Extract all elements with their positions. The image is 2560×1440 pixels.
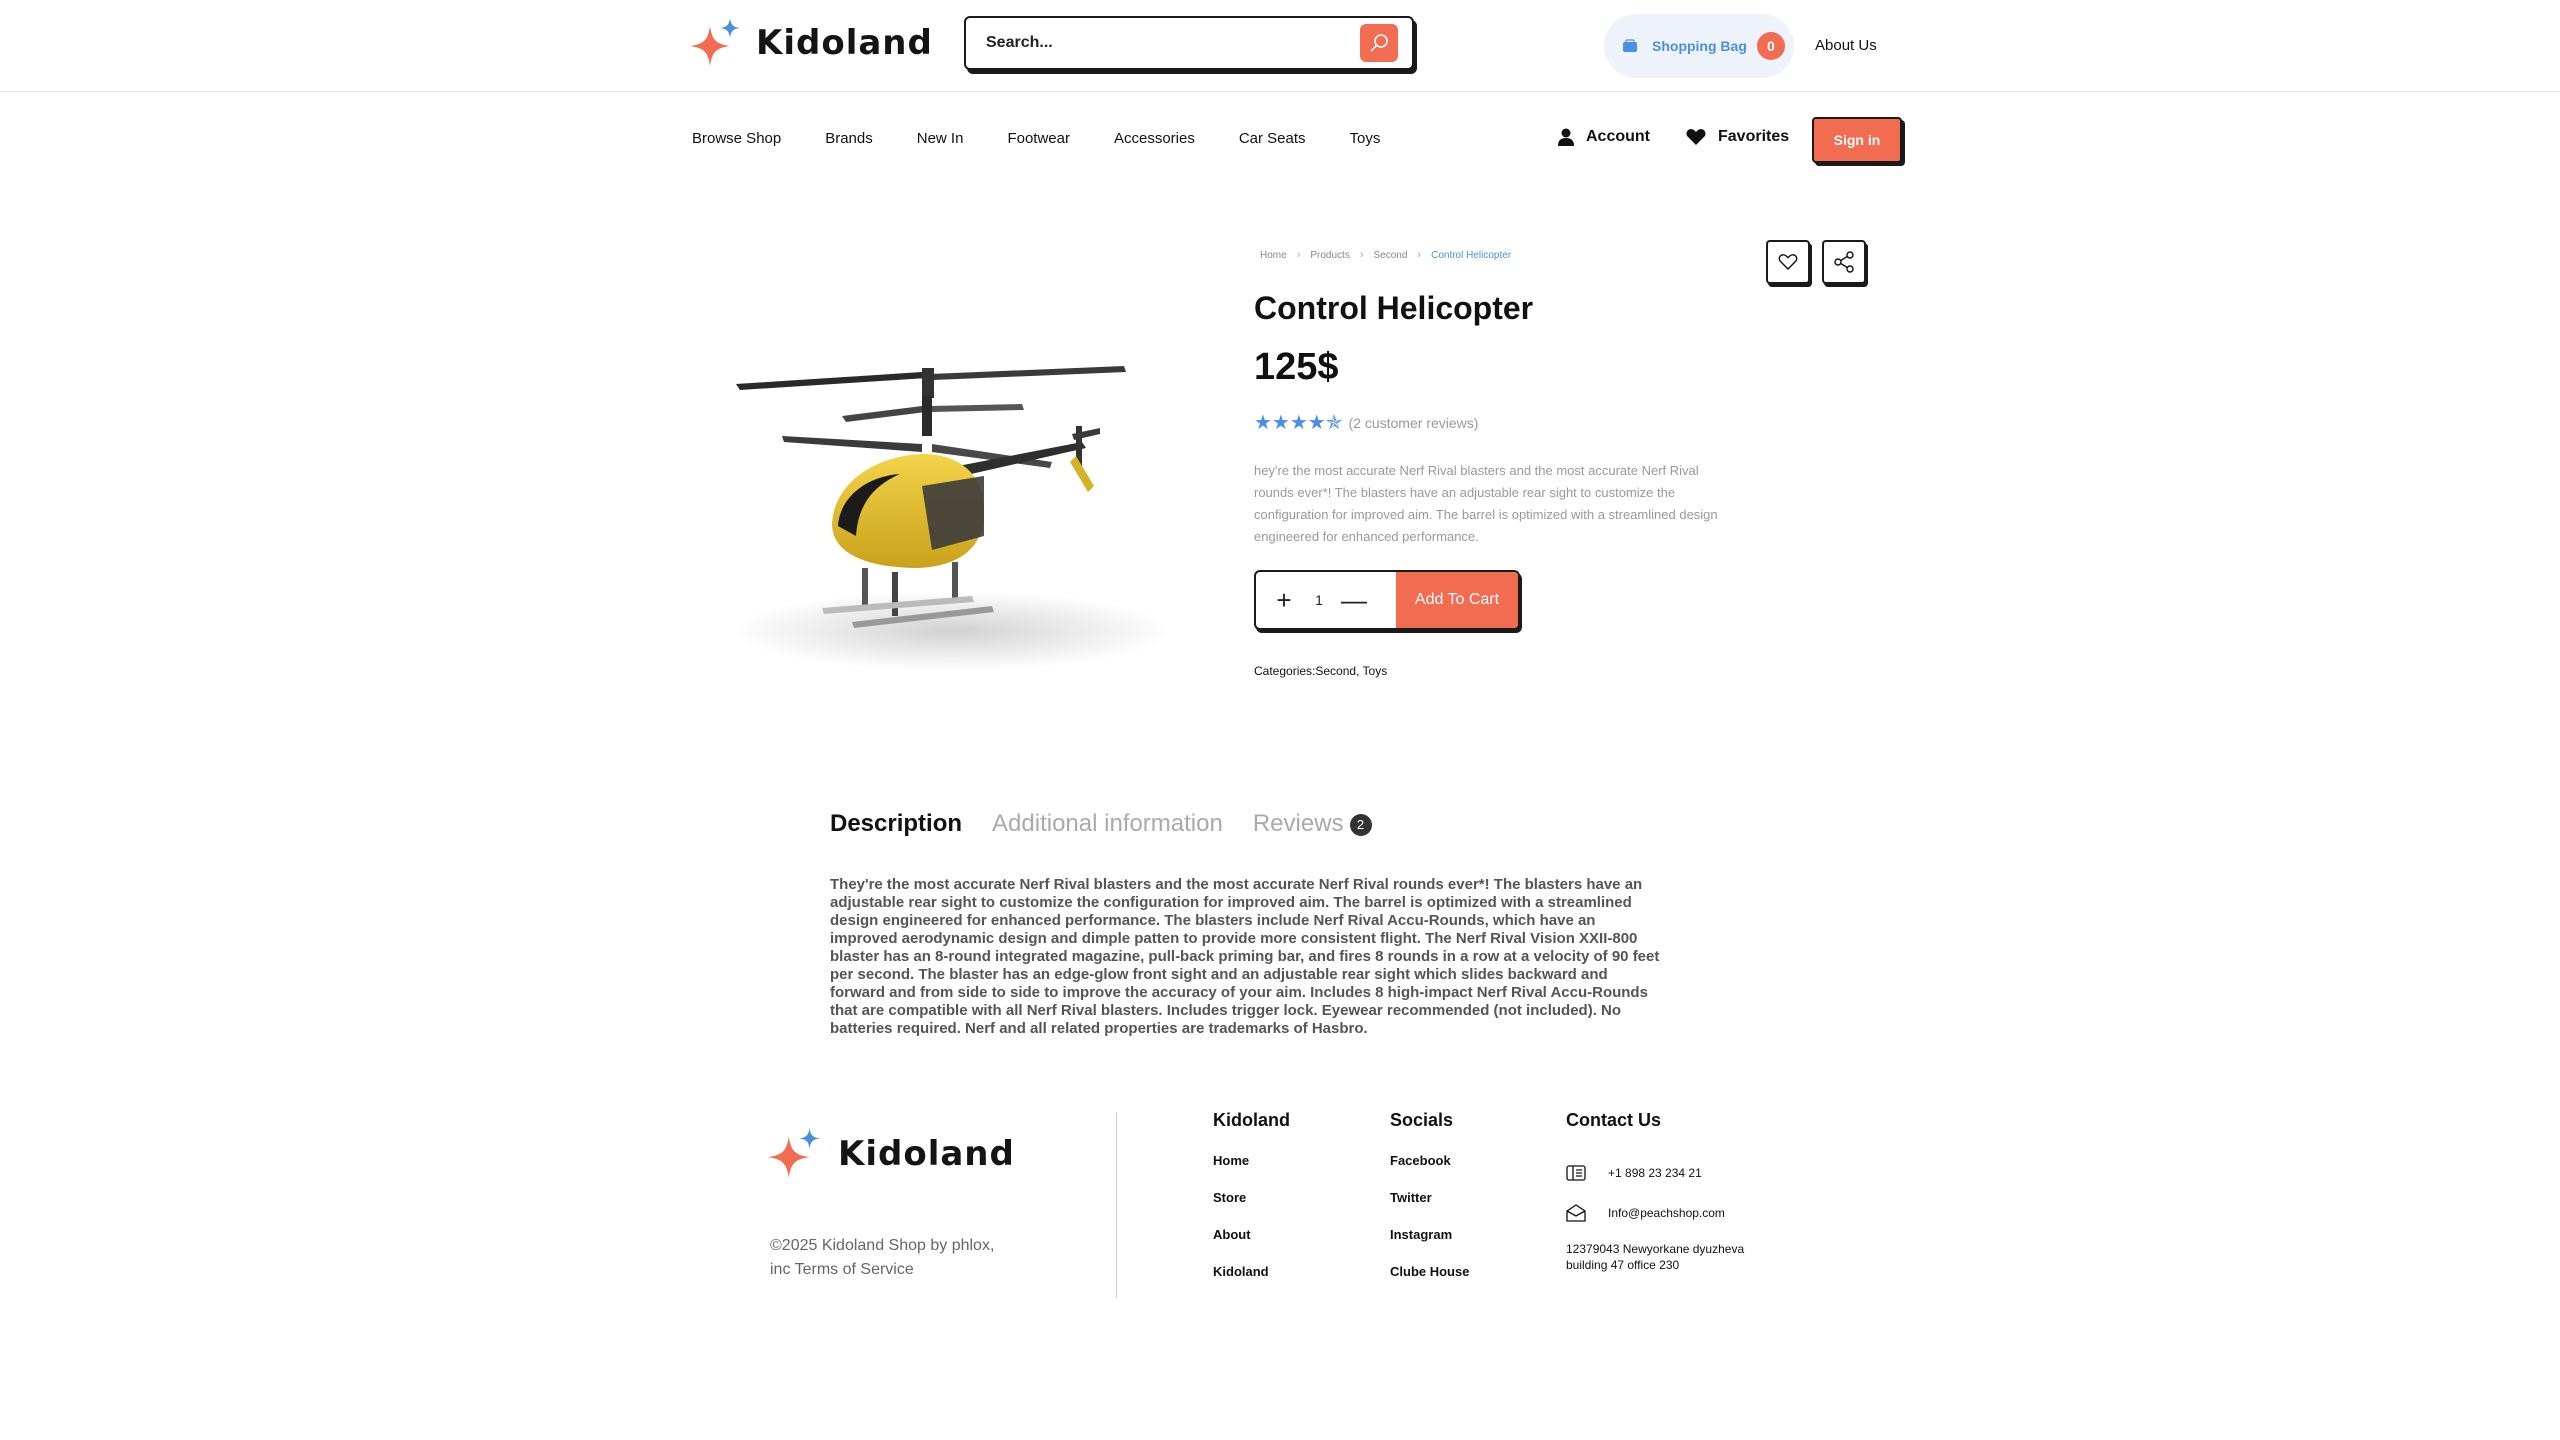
contact-email[interactable] [1566,1193,1766,1233]
nav-footwear[interactable]: Footwear [1007,130,1070,147]
add-to-wishlist-button[interactable] [1766,240,1810,284]
site-header [0,0,2560,92]
search-box [964,16,1414,70]
nav-new-in[interactable]: New In [916,130,964,147]
product-categories [1254,664,1387,678]
breadcrumb-products[interactable]: Products [1310,249,1350,261]
footer-column-title: Contact Us [1566,1110,1662,1130]
reviews-count-badge: 2 [1350,814,1372,836]
footer-column-kidoland [1213,1110,1290,1301]
contact-phone-text: +1 898 23 234 21 [1608,1166,1702,1180]
user-icon [1558,128,1574,146]
nav-accessories[interactable]: Accessories [1113,130,1195,147]
breadcrumb [1260,249,1511,261]
tab-description[interactable]: Description [830,810,963,837]
copyright-text: ©2025 Kidoland Shop by phlox, inc Terms of Service [770,1237,995,1278]
quantity-value[interactable]: 1 [1315,592,1323,608]
rating-stars-icon: ★★★★✯ [1254,412,1343,434]
footer-link-twitter[interactable]: Twitter [1390,1190,1432,1205]
customer-reviews-link[interactable]: (2 customer reviews) [1348,414,1479,431]
categories-value[interactable]: Second, Toys [1315,664,1388,678]
tab-reviews[interactable] [1253,810,1372,838]
footer-link-facebook[interactable]: Facebook [1390,1153,1451,1168]
main-nav [692,130,1424,147]
footer-column-contact [1566,1110,1766,1273]
account-label: Account [1586,128,1650,145]
favorites-label: Favorites [1718,128,1790,145]
breadcrumb-home[interactable]: Home [1260,249,1287,261]
tab-reviews-label: Reviews [1252,810,1344,837]
product-tabs [830,810,1402,838]
footer-column-socials [1390,1110,1469,1301]
footer-column-title: Socials [1390,1110,1454,1130]
breadcrumb-second[interactable]: Second [1373,249,1408,261]
contact-email-text: Info@peachshop.com [1608,1206,1725,1220]
footer-column-title: Kidoland [1213,1110,1290,1130]
quantity-increase-button[interactable]: + [1276,584,1292,615]
product-short-description: hey're the most accurate Nerf Rival blasters and the most accurate Nerf Rival rounds ever*! The blasters have an adjustable rear sight to customize the configuration for improved aim. The barrel is optimized with a streamlined design engineered for enhanced performance. [1254,463,1718,544]
nav-brands[interactable]: Brands [825,130,873,147]
site-logo[interactable] [690,18,933,68]
about-us-link[interactable]: About Us [1815,37,1877,54]
footer-brand-name: Kidoland [838,1134,1015,1174]
nav-toys[interactable]: Toys [1349,130,1381,147]
heart-outline-icon [1778,253,1798,271]
account-link[interactable] [1558,128,1650,146]
nav-car-seats[interactable]: Car Seats [1238,130,1306,147]
footer-link-clubhouse[interactable]: Clube House [1390,1264,1470,1279]
chevron-right-icon: › [1359,249,1364,261]
phone-book-icon [1566,1164,1586,1182]
bag-icon [1622,39,1638,53]
share-icon [1833,251,1855,273]
product-image[interactable] [722,336,1182,676]
footer-divider [1116,1112,1117,1298]
search-icon [1369,33,1389,53]
tab-additional-information[interactable]: Additional information [992,810,1223,837]
contact-phone[interactable] [1566,1153,1766,1193]
quantity-decrease-button[interactable]: — [1341,584,1367,615]
add-to-cart-group [1254,570,1520,630]
favorites-link[interactable] [1686,128,1789,146]
share-button[interactable] [1822,240,1866,284]
heart-icon [1686,128,1706,146]
chevron-right-icon: › [1296,249,1301,261]
sparkle-logo-icon [768,1128,822,1180]
product-price: 125$ [1254,346,1339,388]
footer-link-home[interactable]: Home [1213,1153,1250,1168]
footer-link-instagram[interactable]: Instagram [1390,1227,1453,1242]
product-rating [1254,410,1478,435]
sign-in-button[interactable]: Sign in [1812,117,1902,163]
shopping-bag-label: Shopping Bag [1652,38,1747,54]
footer-link-store[interactable]: Store [1213,1190,1247,1205]
footer-logo[interactable] [768,1128,1015,1180]
footer-link-about[interactable]: About [1213,1227,1251,1242]
brand-name: Kidoland [756,23,933,63]
footer-link-kidoland[interactable]: Kidoland [1213,1264,1269,1279]
nav-browse-shop[interactable]: Browse Shop [692,130,782,147]
chevron-right-icon: › [1417,249,1422,261]
categories-label: Categories: [1254,664,1316,678]
contact-address: 12379043 Newyorkane dyuzheva building 47 office 230 [1566,1242,1745,1272]
search-input[interactable] [986,30,1316,56]
product-title: Control Helicopter [1254,290,1534,326]
shopping-bag-button[interactable] [1604,14,1794,78]
cart-count-badge: 0 [1757,32,1785,60]
add-to-cart-button[interactable]: Add To Cart [1396,572,1518,628]
search-button[interactable] [1360,24,1398,62]
mail-open-icon [1566,1204,1586,1222]
sparkle-logo-icon [690,18,742,68]
product-long-description: They're the most accurate Nerf Rival blasters and the most accurate Nerf Rival rounds ever*! The blasters have an adjustable rear sight to customize the configuration for improved aim. The barrel is optimized with a streamlined design engineered for enhanced performance. The blasters include Nerf Rival Accu-Rounds, which have an improved aerodynamic design and dimple patten to provide more consistent flight. The Nerf Rival Vision XXII-800 blaster has an 8-round integrated magazine, pull-back priming bar, and fires 8 rounds in a row at a velocity of 90 feet per second. The blaster has an edge-glow front sight and an adjustable rear sight which slides backward and forward and from side to side to improve the accuracy of your aim. Includes 8 high-impact Nerf Rival Accu-Rounds that are compatible with all Nerf Rival blasters. Includes trigger lock. Eyewear recommended (not included). No batteries required. Nerf and all related properties are trademarks of Hasbro. [830,876,1660,1037]
breadcrumb-current: Control Helicopter [1431,249,1512,261]
